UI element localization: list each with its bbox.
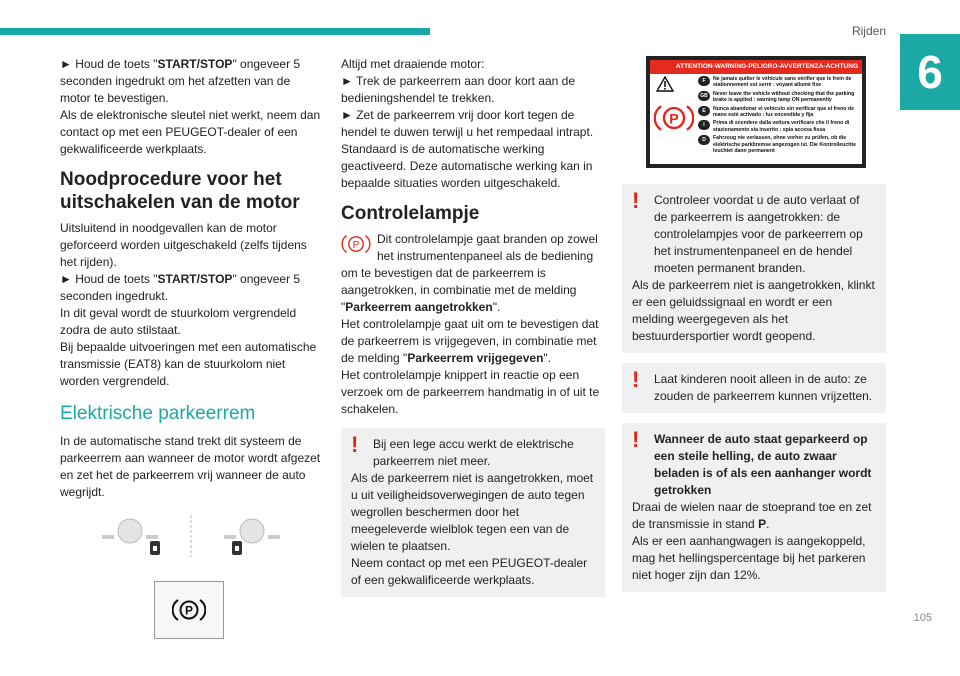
label-text: Fahrzeug nie verlassen, ohne vorher zu prüfen, ob die elektrische parkbremse angezogen ist. Die Kontrolleuchte leuchtet dann permanent bbox=[713, 135, 856, 155]
label-text: Prima di scendere dalla vettura verificare che il freno di stazionamento sia inserito : spia accesa fissa bbox=[713, 120, 850, 133]
paragraph: Uitsluitend in noodgevallen kan de motor geforceerd worden uitgeschakeld (zelfs tijdens het rijden). bbox=[60, 221, 307, 269]
warning-box-slope: ! Wanneer de auto staat geparkeerd op een steile helling, de auto zwaar beladen is of als een aanhanger wordt getrokken Draai de wielen naar de stoeprand toe en zet de transmissie in stand P. Als er een aanhangwagen is aangekoppeld, mag het hellingspercentage bij het parkeren niet hoger zijn dan 12%. bbox=[622, 423, 886, 592]
label-language-code: E bbox=[698, 106, 710, 116]
label-title: ATTENTION-WARNING-PELIGRO-AVVERTENZA-ACHTUNG bbox=[650, 60, 862, 74]
column-2 bbox=[341, 56, 605, 607]
paragraph: Standaard is de automatische werking geactiveerd. Deze automatische werking kan in bepaalde situaties worden uitgeschakeld. bbox=[341, 142, 593, 190]
paragraph: ► Houd de toets "START/STOP" ongeveer 5 seconden ingedrukt. bbox=[60, 272, 301, 303]
paragraph: In dit geval wordt de stuurkolom vergrendeld zodra de auto stilstaat. bbox=[60, 306, 297, 337]
paragraph: P Dit controlelampje gaat branden op zowel het instrumentenpaneel als de bediening om te bevestigen dat de parkeerrem is aangetrokken, in combinatie met de melding "Parkeerrem aangetrokken". bbox=[341, 232, 598, 314]
heading-warning-lamp: Controlelampje bbox=[341, 203, 480, 224]
label-language-code: F bbox=[698, 76, 710, 86]
warning-exclamation-icon: ! bbox=[351, 432, 359, 457]
warning-box-check: ! Controleer voordat u de auto verlaat of de parkeerrem is aangetrokken: de controlelampjes voor de parkeerrem op het instrumentenpaneel en de hendel moeten permanent branden. Als de parkeerrem niet is aangetrokken, klinkt er een geluidssignaal en wordt er een melding weergegeven als het bestuurdersportier wordt geopend. bbox=[622, 184, 886, 353]
parking-brake-button bbox=[154, 581, 224, 639]
parking-brake-illustration bbox=[60, 513, 322, 671]
label-row bbox=[698, 120, 860, 133]
parking-brake-icon bbox=[341, 233, 371, 255]
warning-label-image bbox=[646, 56, 866, 168]
svg-text:P: P bbox=[184, 603, 194, 618]
warning-triangle-icon bbox=[656, 76, 674, 92]
section-title: Rijden bbox=[851, 24, 886, 38]
paragraph: Altijd met draaiende motor: bbox=[341, 57, 485, 71]
heading-emergency-stop: Noodprocedure voor het uitschakelen van de motor bbox=[60, 169, 300, 213]
label-row bbox=[698, 135, 860, 154]
label-row bbox=[698, 106, 860, 119]
paragraph: ► Trek de parkeerrem aan door kort aan de bedieningshendel te trekken. bbox=[341, 74, 575, 105]
label-rows bbox=[698, 76, 860, 156]
paragraph: ► Houd de toets "START/STOP" ongeveer 5 seconden ingedrukt om het afzetten van de motor te bevestigen. bbox=[60, 57, 301, 105]
label-text: Ne jamais quitter le véhicule sans vérifier que le frein de stationnement est serré : voyant allumé fixe bbox=[713, 76, 852, 89]
heading-parking-brake: Elektrische parkeerrem bbox=[60, 403, 256, 424]
chapter-number: 6 bbox=[900, 34, 960, 110]
paragraph: Het controlelampje gaat uit om te bevestigen dat de parkeerrem is vrijgegeven, in combinatie met de melding "Parkeerrem vrijgegeven". bbox=[341, 317, 599, 365]
column-3 bbox=[622, 56, 886, 602]
header-accent-bar bbox=[0, 28, 430, 35]
warning-box-children: ! Laat kinderen nooit alleen in de auto: ze zouden de parkeerrem kunnen vrijzetten. bbox=[622, 363, 886, 413]
label-language-code: GB bbox=[698, 91, 710, 101]
warning-exclamation-icon: ! bbox=[632, 427, 640, 452]
parking-brake-icon bbox=[172, 597, 206, 623]
warning-exclamation-icon: ! bbox=[632, 188, 640, 213]
svg-text:P: P bbox=[352, 239, 360, 251]
paragraph: ► Zet de parkeerrem vrij door kort tegen de hendel te duwen terwijl u het rempedaal intrapt. bbox=[341, 108, 594, 139]
paragraph: Bij bepaalde uitvoeringen met een automatische transmissie (EAT8) kan de stuurkolom niet worden vergrendeld. bbox=[60, 340, 317, 388]
label-text: Never leave the vehicle without checking that the parking brake is applied : warning lamp ON permanently bbox=[713, 90, 855, 104]
page-number: 105 bbox=[913, 612, 932, 624]
warning-box-battery: ! Bij een lege accu werkt de elektrische parkeerrem niet meer. Als de parkeerrem niet is aangetrokken, moet u uit veiligheidsoverwegingen de auto tegen wegrollen beschermen door het meegeleverde wielblok tegen een van de wielen te plaatsen. Neem contact op met een PEUGEOT-dealer of een gekwalificeerde werkplaats. bbox=[341, 428, 605, 597]
label-row bbox=[698, 91, 860, 104]
paragraph: In de automatische stand trekt dit systeem de parkeerrem aan wanneer de motor wordt afgezet en zet het de parkeerrem vrij wanneer de auto wegrijdt. bbox=[60, 434, 321, 499]
label-row bbox=[698, 76, 860, 89]
parking-brake-icon bbox=[654, 102, 694, 134]
paragraph: Het controlelampje knippert in reactie op een verzoek om de parkeerrem handmatig in of uit te schakelen. bbox=[341, 368, 600, 416]
svg-text:P: P bbox=[669, 110, 679, 127]
label-language-code: I bbox=[698, 120, 710, 130]
warning-exclamation-icon: ! bbox=[632, 367, 640, 392]
column-1 bbox=[60, 56, 322, 671]
label-text: Nunca abandonar el vehículo sin verificar que el freno de mano esté activado : luz encendida y fija bbox=[713, 105, 854, 119]
paragraph: Als de elektronische sleutel niet werkt, neem dan contact op met een PEUGEOT-dealer of een gekwalificeerde werkplaats. bbox=[60, 108, 321, 156]
label-language-code: D bbox=[698, 135, 710, 145]
